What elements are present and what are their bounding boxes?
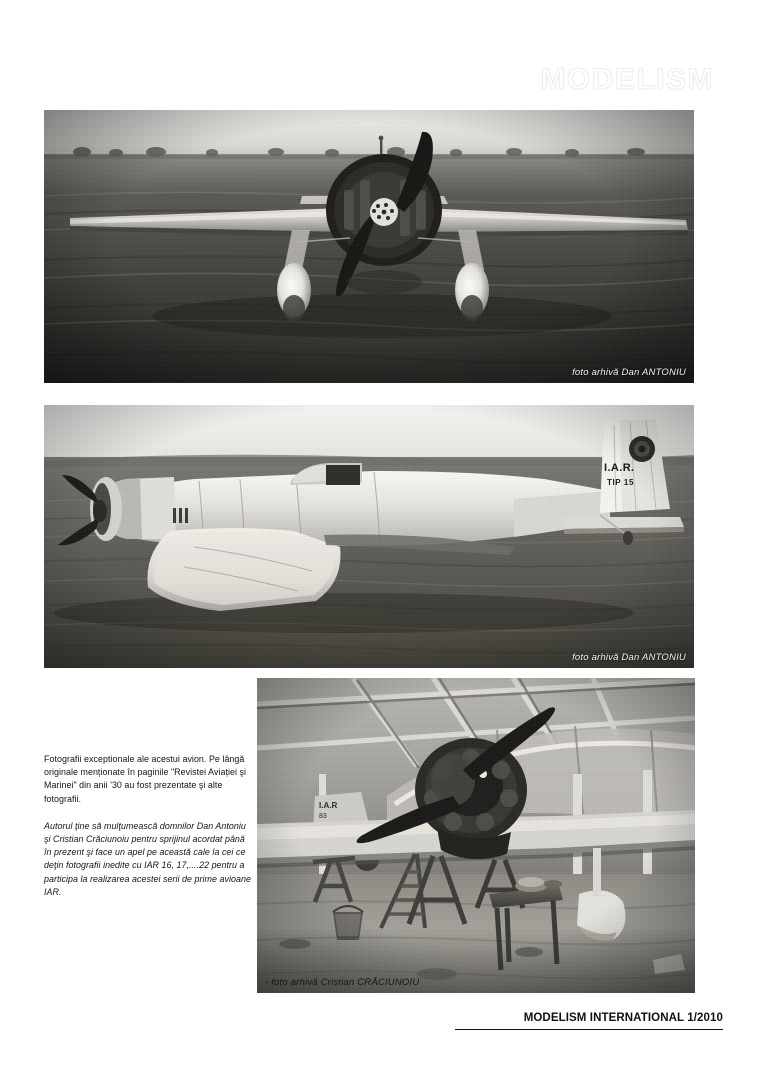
photo-front-view	[44, 110, 694, 383]
photo-caption-2: foto arhivă Dan ANTONIU	[572, 652, 686, 663]
photo-side-view-image	[44, 405, 694, 668]
article-text-column	[44, 753, 252, 913]
masthead-watermark: MODELISM	[540, 63, 714, 96]
tail-marking-manufacturer: I.A.R.	[604, 462, 635, 474]
photo-side-view	[44, 405, 694, 668]
photo-front-view-image	[44, 110, 694, 383]
photo-hangar-assembly	[257, 678, 695, 993]
photo-caption-1: foto arhivă Dan ANTONIU	[572, 367, 686, 378]
tail-marking-type: TIP 15	[607, 478, 635, 487]
article-paragraph-1: Fotografii exceptionale ale acestui avion. Pe lângă originale menționate în paginile "Revistei Aviației şi Marinei" din anii '30 au fost prezentate şi alte fotografii.	[44, 754, 247, 804]
page-footer	[455, 1008, 723, 1030]
photo-caption-3: - foto arhivă Cristian CRĂCIUNOIU	[265, 977, 420, 988]
article-paragraph-2: Autorul ţine să mulţumească domnilor Dan Antoniu şi Cristian Crăciunoiu pentru sprijinul acordat până în prezent şi face un apel pe această cale la cei ce deţin fotografii inedite cu IAR 16, 17,....22 pentru a participa la realizarea acestei serii de prime avioane IAR.	[44, 820, 251, 897]
footer-text: MODELISM INTERNATIONAL 1/2010	[523, 1012, 723, 1024]
photo-hangar-image	[257, 678, 695, 993]
